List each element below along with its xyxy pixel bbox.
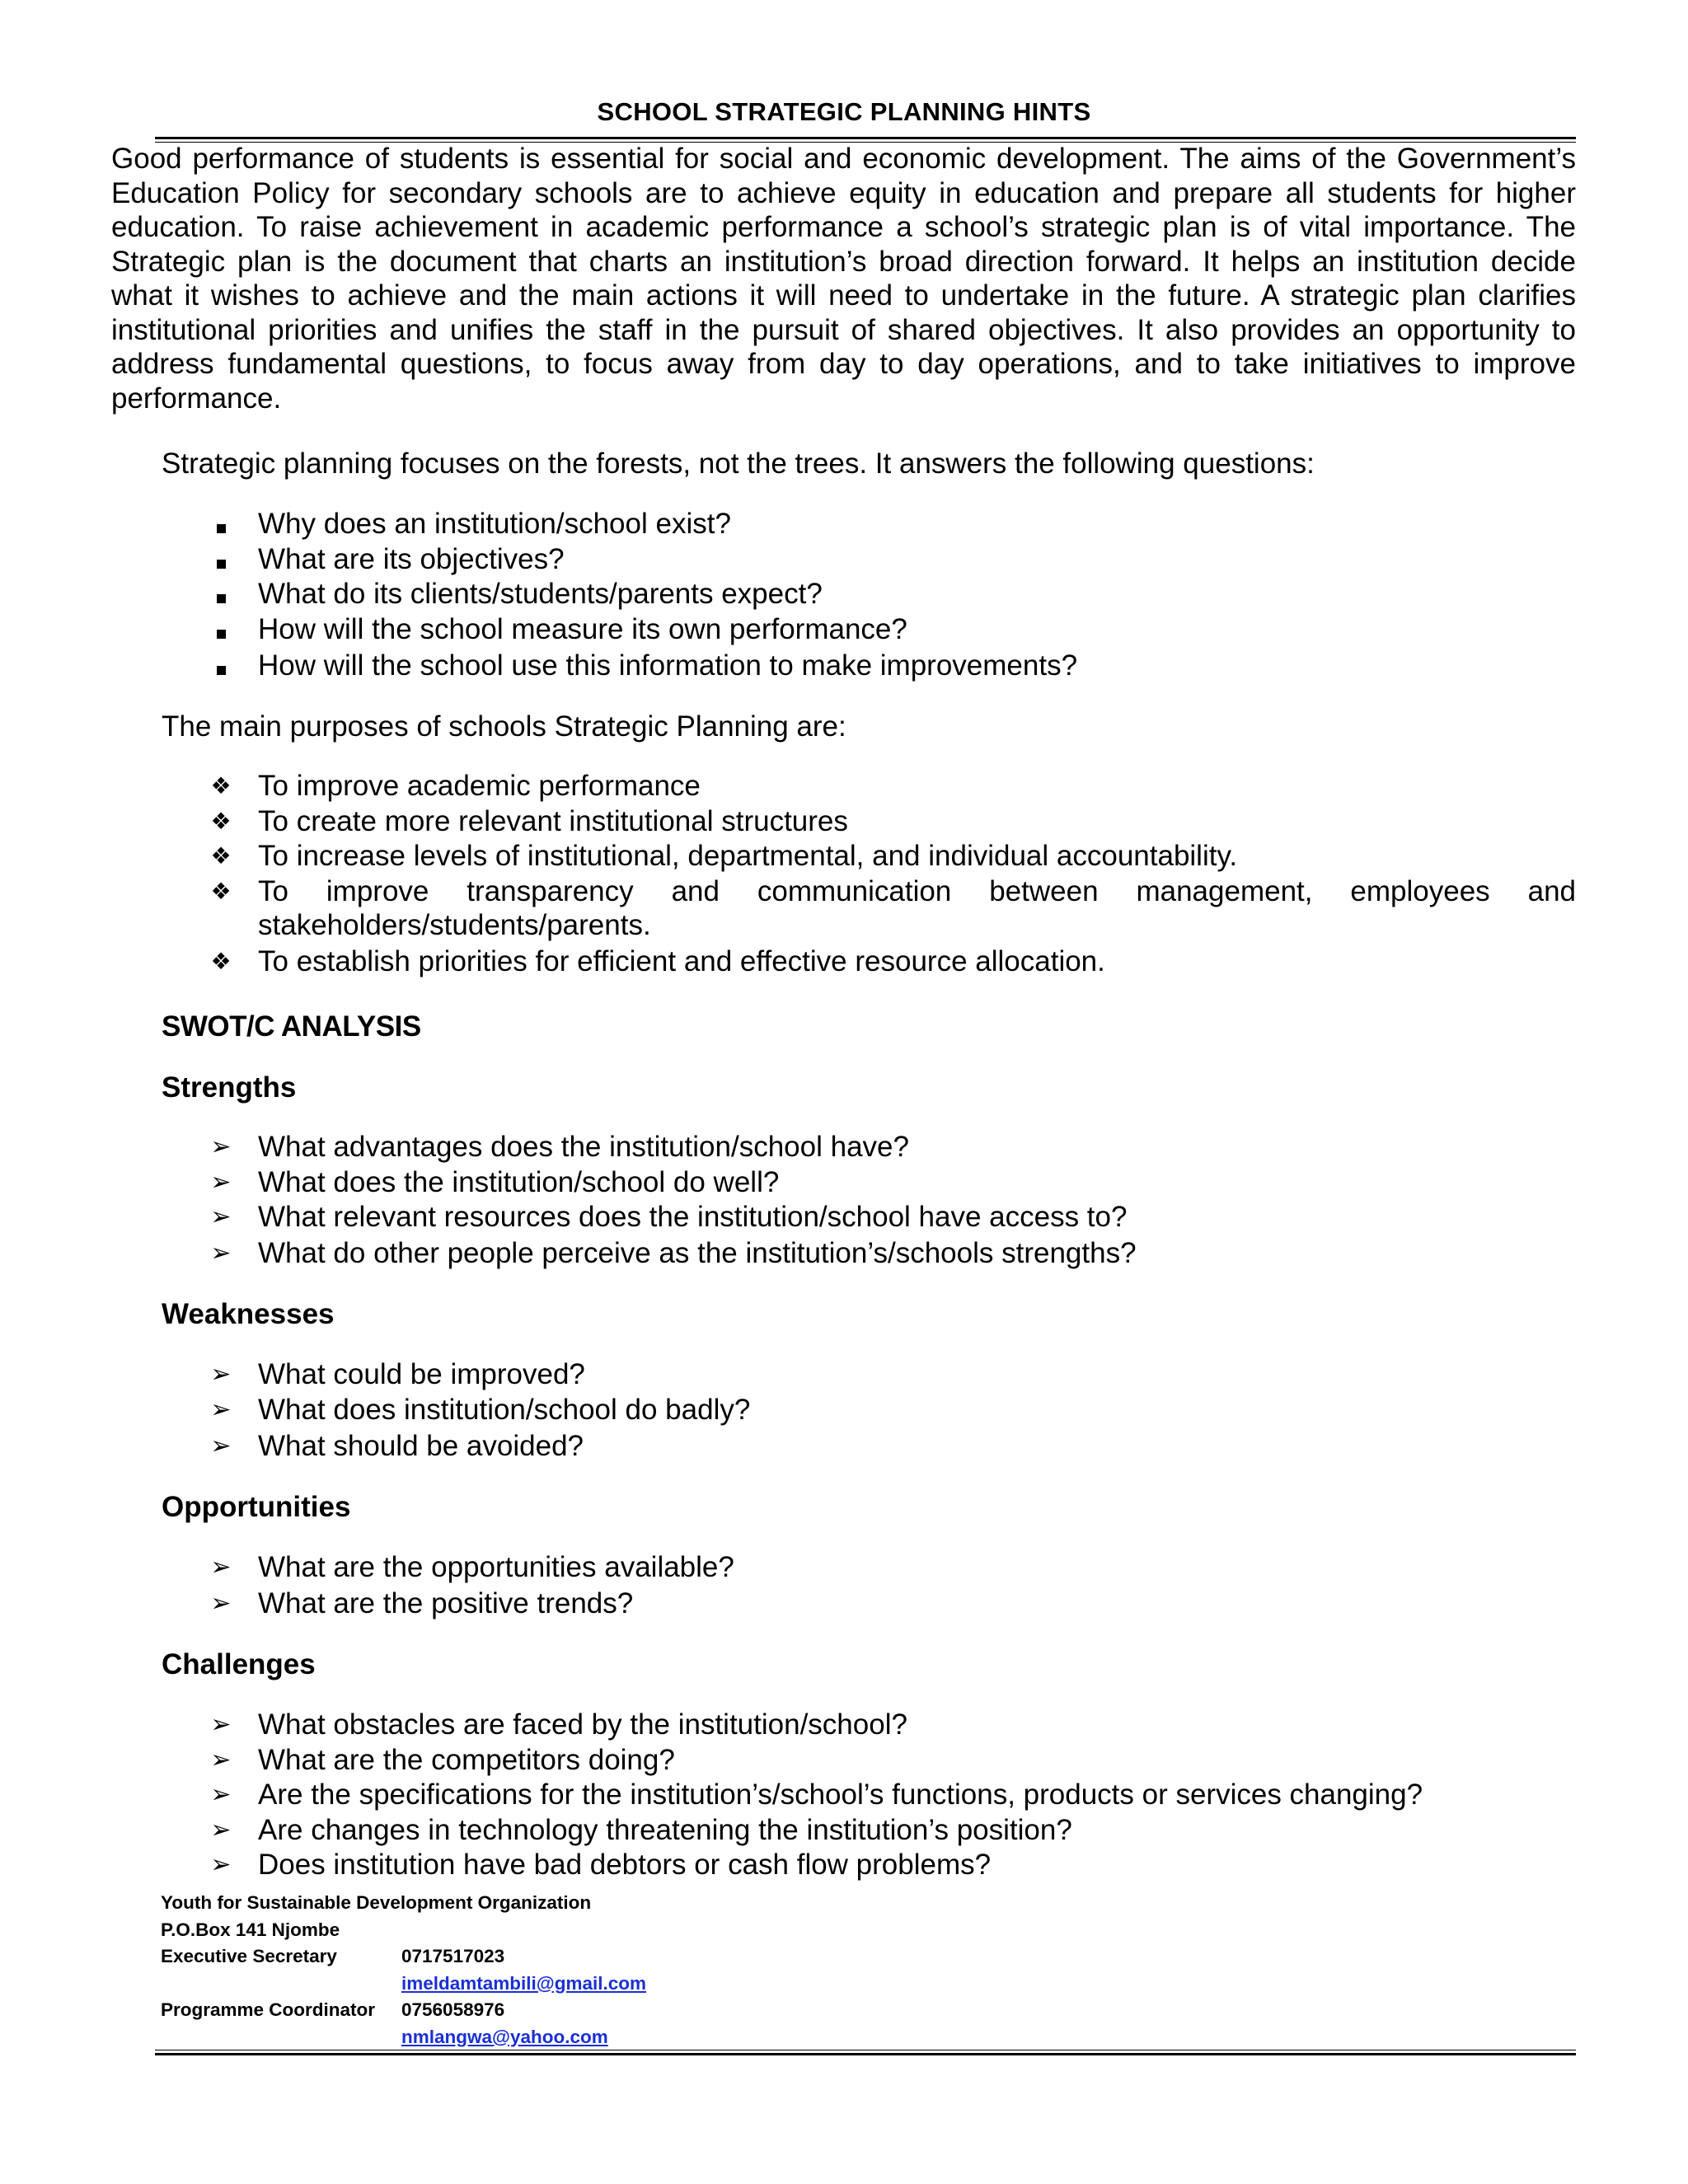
arrow-bullet-icon: ➢ [210,1361,232,1388]
exec-email-link[interactable]: imeldamtambili@gmail.com [401,1972,647,1994]
purposes-list [0,769,1688,979]
footer-coord-email-row [161,2024,608,2051]
list-item: How will the school measure its own performance? [0,612,1688,649]
intro-paragraph: Good performance of students is essential for social and economic development. The aims of the Government’s Education Policy for secondary schools are to achieve equity in education and prepare all students for higher education. To raise achievement in academic performance a school’s strategic plan is of vital importance. The Strategic plan is the document that charts an institution’s broad direction forward. It helps an institution decide what it wishes to achieve and the main actions it will need to undertake in the future. A strategic plan clarifies institutional priorities and unifies the staff in the pursuit of shared objectives. It also provides an opportunity to address fundamental questions, to focus away from day to day operations, and to take initiatives to improve performance. [111,143,1576,415]
diamond-bullet-icon: ❖ [210,878,232,904]
list-item: ❖ To increase levels of institutional, departmental, and individual accountability. [0,839,1688,874]
list-item: ➢ What could be improved? [0,1357,1688,1393]
weaknesses-heading: Weaknesses [162,1298,335,1330]
list-item: ➢ What should be avoided? [0,1429,1688,1465]
opportunities-list [0,1550,1688,1622]
strengths-list [0,1130,1688,1272]
list-item: How will the school use this information to make improvements? [0,649,1688,684]
list-item: ➢ What do other people perceive as the institution’s/schools strengths? [0,1236,1688,1272]
square-bullet-icon [209,577,233,612]
diamond-bullet-icon: ❖ [210,948,232,974]
coord-email-link[interactable]: nmlangwa@yahoo.com [401,2026,608,2047]
footer-rule-thick [155,2053,1576,2055]
list-item: ➢ What does the institution/school do well? [0,1165,1688,1201]
title-rule-thick [155,137,1576,139]
list-item: ❖ To improve transparency and communication between management, employees and stakeholders/students/parents. [0,874,1688,944]
arrow-bullet-icon: ➢ [210,1168,232,1196]
arrow-bullet-icon: ➢ [210,1781,232,1808]
list-item: Why does an institution/school exist? [0,507,1688,542]
challenges-list [0,1708,1688,1883]
arrow-bullet-icon: ➢ [210,1851,232,1878]
square-bullet-icon [209,612,233,648]
square-bullet-icon [209,649,233,684]
footer-address: P.O.Box 141 Njombe [161,1919,340,1940]
arrow-bullet-icon: ➢ [210,1203,232,1230]
footer-contact-block [161,1890,647,2050]
diamond-bullet-icon: ❖ [210,773,232,799]
list-item: ❖ To create more relevant institutional structures [0,804,1688,840]
list-item: ➢ Are changes in technology threatening the institution’s position? [0,1813,1688,1849]
list-item: ❖ To establish priorities for efficient and effective resource allocation. [0,944,1688,980]
challenges-heading: Challenges [162,1648,316,1680]
arrow-bullet-icon: ➢ [210,1395,232,1423]
list-item: ➢ What are the competitors doing? [0,1743,1688,1779]
exec-phone: 0717517023 [401,1946,505,1966]
swot-heading: SWOT/C ANALYSIS [162,1010,421,1043]
square-bullet-icon [209,507,233,542]
purposes-lead: The main purposes of schools Strategic Planning are: [162,710,846,743]
arrow-bullet-icon: ➢ [210,1746,232,1774]
square-bullet-icon [209,542,233,578]
list-item: What do its clients/students/parents expect? [0,577,1688,612]
list-item: ➢ Are the specifications for the institution’s/school’s functions, products or services changing? [0,1778,1688,1813]
coord-phone: 0756058976 [401,1999,505,2020]
weaknesses-list [0,1357,1688,1464]
footer-coord-row [161,1997,591,2024]
coord-label: Programme Coordinator [161,1999,376,2020]
list-item: What are its objectives? [0,542,1688,578]
arrow-bullet-icon: ➢ [210,1133,232,1160]
arrow-bullet-icon: ➢ [210,1554,232,1581]
arrow-bullet-icon: ➢ [210,1711,232,1738]
list-item: ➢ What relevant resources does the institution/school have access to? [0,1200,1688,1236]
arrow-bullet-icon: ➢ [210,1240,232,1267]
questions-list [0,507,1688,683]
opportunities-heading: Opportunities [162,1491,351,1523]
list-item: ➢ What advantages does the institution/school have? [0,1130,1688,1165]
list-item: ➢ What are the opportunities available? [0,1550,1688,1586]
list-item: ➢ Does institution have bad debtors or cash flow problems? [0,1848,1688,1883]
arrow-bullet-icon: ➢ [210,1590,232,1617]
list-item: ➢ What obstacles are faced by the institution/school? [0,1708,1688,1743]
arrow-bullet-icon: ➢ [210,1432,232,1460]
questions-lead: Strategic planning focuses on the forests, not the trees. It answers the following questions: [162,448,1315,480]
footer-exec-row [161,1943,591,1971]
footer-org: Youth for Sustainable Development Organization [161,1892,592,1913]
strengths-heading: Strengths [162,1071,297,1104]
page-title: SCHOOL STRATEGIC PLANNING HINTS [597,97,1091,126]
list-item: ➢ What does institution/school do badly? [0,1393,1688,1429]
arrow-bullet-icon: ➢ [210,1816,232,1844]
list-item: ❖ To improve academic performance [0,769,1688,804]
diamond-bullet-icon: ❖ [210,808,232,834]
list-item: ➢ What are the positive trends? [0,1586,1688,1622]
exec-label: Executive Secretary [161,1946,337,1966]
diamond-bullet-icon: ❖ [210,843,232,869]
footer-exec-email-row [161,1971,647,1998]
